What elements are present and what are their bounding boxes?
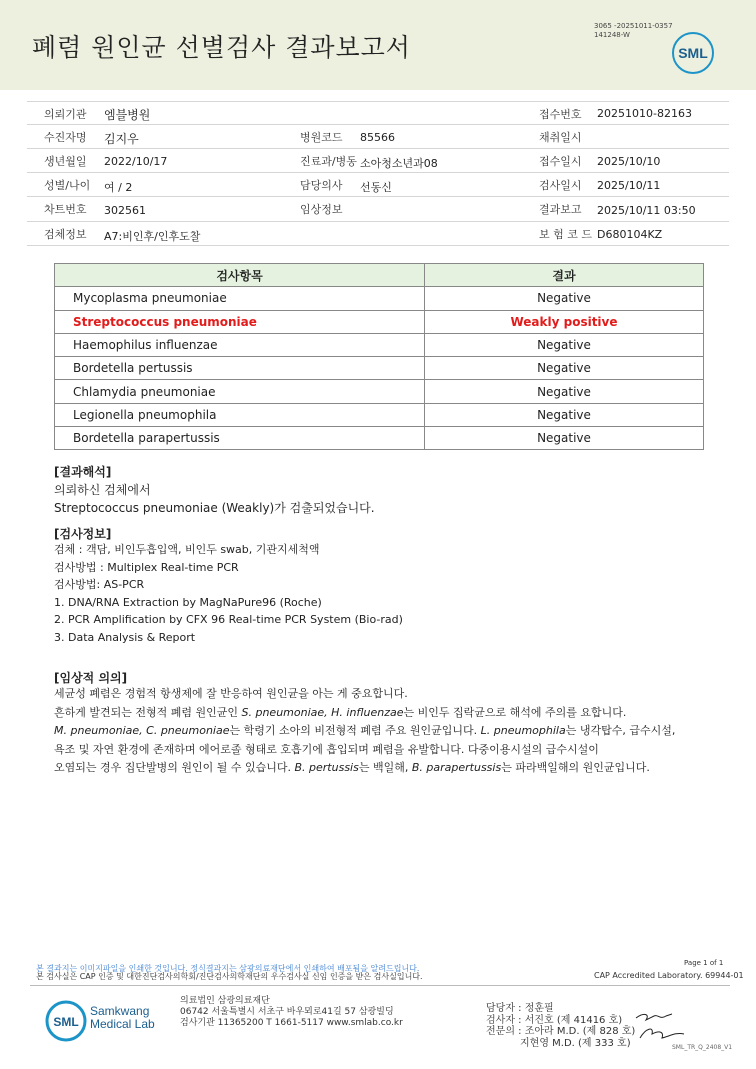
interpretation-heading: [결과해석] bbox=[54, 465, 112, 479]
test-item: Haemophilus influenzae bbox=[55, 333, 425, 356]
test-info-heading: [검사정보] bbox=[54, 527, 112, 541]
test-date-label: 검사일시 bbox=[539, 179, 582, 192]
table-row bbox=[55, 333, 704, 356]
chart-label: 차트번호 bbox=[44, 203, 87, 216]
institution-label: 의뢰기관 bbox=[44, 108, 87, 121]
accreditation-notice: 본 검사실은 CAP 인증 및 대한진단검사의학회/진단검사의학재단의 우수검사실 신임 인증을 받은 검사실입니다. bbox=[36, 972, 423, 981]
table-row bbox=[55, 403, 704, 426]
print-notice: 본 결과지는 이미지파일을 인쇄한 것입니다. 정식결과지는 삼광의료재단에서 인쇄하여 배포됨을 알려드립니다. bbox=[36, 964, 420, 973]
interpretation-text: 의뢰하신 검체에서 Streptococcus pneumoniae (Weakly)가 검출되었습니다. bbox=[54, 483, 375, 515]
organization-info: 의료법인 삼광의료재단 06742 서울특별시 서초구 바우뫼로41길 57 삼광빌딩 검사기관 11365200 T 1661-5117 www.smlab.co.kr bbox=[180, 996, 403, 1028]
test-result: Negative bbox=[425, 287, 704, 310]
dept-value: 소아청소년과08 bbox=[360, 157, 438, 170]
receipt-date-label: 접수일시 bbox=[539, 155, 582, 168]
test-result-positive: Weakly positive bbox=[425, 310, 704, 333]
specimen-label: 검체정보 bbox=[44, 228, 87, 241]
test-item: Streptococcus pneumoniae bbox=[55, 310, 425, 333]
test-result: Negative bbox=[425, 333, 704, 356]
clinical-text: 세균성 폐렴은 경험적 항생제에 잘 반응하여 원인균을 아는 게 중요합니다. 흔하게 발견되는 전형적 폐렴 원인균인 S. pneumoniae, H. influenzae는 비인두 집락균으로 해석에 주의를 요합니다. M. pneumoniae, C. pneumoniae는 학령기 소아의 비전형적 폐렴 주요 원인균입니다. L. pneumophila는 냉각탑수, 급수시설, 욕조 및 자연 환경에 존재하며 에어로졸 형태로 호흡기에 흡입되며 폐렴을 유발합니다. 다중이용시설의 급수시설이 오염되는 경우 집단발병의 원인이 될 수 있습니다. B. pertussis는 백일해, B. parapertussis는 파라백일해의 원인균입니다. bbox=[54, 687, 676, 774]
svg-text:SML: SML bbox=[53, 1015, 79, 1029]
test-item: Legionella pneumophila bbox=[55, 403, 425, 426]
column-header-item: 검사항목 bbox=[55, 264, 425, 287]
table-row bbox=[55, 427, 704, 450]
receipt-date-value: 2025/10/10 bbox=[597, 155, 661, 168]
test-result: Negative bbox=[425, 427, 704, 450]
clinical-info-label: 임상정보 bbox=[300, 203, 343, 216]
sex-age-label: 성별/나이 bbox=[44, 179, 91, 192]
clinical-heading: [임상적 의의] bbox=[54, 671, 128, 685]
test-date-value: 2025/10/11 bbox=[597, 179, 661, 192]
sml-logo-icon: SML bbox=[672, 32, 714, 74]
page-number: Page 1 of 1 bbox=[684, 959, 724, 967]
cap-accreditation: CAP Accredited Laboratory. 69944-01 bbox=[594, 971, 744, 980]
dept-label: 진료과/병동 bbox=[300, 155, 357, 168]
table-row bbox=[55, 357, 704, 380]
birth-value: 2022/10/17 bbox=[104, 155, 168, 168]
institution-value: 엠블병원 bbox=[104, 108, 151, 122]
insurance-code-label: 보 험 코 드 bbox=[539, 228, 592, 241]
test-item: Bordetella pertussis bbox=[55, 357, 425, 380]
hospital-code-label: 병원코드 bbox=[300, 131, 343, 144]
samkwang-logo-icon bbox=[44, 999, 88, 1043]
test-info-text: 검체 : 객담, 비인두흡입액, 비인두 swab, 기관지세척액 검사방법 : Multiplex Real-time PCR 검사방법: AS-PCR 1. DNA/RNA Extraction by MagNaPure96 (Roche) 2. PCR Amplification by CFX 96 Real-time PCR System (Bio-rad) 3. Data Analysis & Report bbox=[54, 543, 403, 644]
collection-date-label: 채취일시 bbox=[539, 131, 582, 144]
name-value: 김지우 bbox=[104, 132, 139, 146]
name-label: 수진자명 bbox=[44, 131, 87, 144]
table-row bbox=[55, 287, 704, 310]
form-code: SML_TR_Q_2408_V1 bbox=[672, 1044, 733, 1051]
reference-code: 3065 -20251011-0357 141248-W bbox=[594, 22, 673, 39]
chart-value: 302561 bbox=[104, 204, 146, 217]
test-result: Negative bbox=[425, 403, 704, 426]
test-item: Bordetella parapertussis bbox=[55, 427, 425, 450]
receipt-no-value: 20251010-82163 bbox=[597, 107, 692, 120]
doctor-label: 담당의사 bbox=[300, 179, 343, 192]
results-table bbox=[54, 263, 704, 450]
report-time-value: 2025/10/11 03:50 bbox=[597, 204, 696, 217]
staff-list: 담당자 : 정훈필 검사자 : 서진호 (제 41416 호) 전문의 : 조아라 M.D. (제 828 호) 지현영 M.D. (제 333 호) bbox=[486, 1003, 636, 1049]
specimen-value: A7:비인후/인후도찰 bbox=[104, 230, 201, 243]
report-time-label: 결과보고 bbox=[539, 203, 582, 216]
doctor-value: 선동신 bbox=[360, 181, 392, 194]
receipt-no-label: 접수번호 bbox=[539, 108, 582, 121]
test-result: Negative bbox=[425, 357, 704, 380]
test-item: Chlamydia pneumoniae bbox=[55, 380, 425, 403]
sex-age-value: 여 / 2 bbox=[104, 181, 133, 194]
report-title: 폐렴 원인균 선별검사 결과보고서 bbox=[32, 33, 411, 62]
table-row-positive bbox=[55, 310, 704, 333]
column-header-result: 결과 bbox=[425, 264, 704, 287]
test-result: Negative bbox=[425, 380, 704, 403]
birth-label: 생년월일 bbox=[44, 155, 87, 168]
lab-name: Samkwang Medical Lab bbox=[90, 1004, 155, 1031]
hospital-code-value: 85566 bbox=[360, 131, 395, 144]
signature-icon bbox=[632, 1008, 688, 1042]
insurance-code-value: D680104KZ bbox=[597, 228, 663, 241]
test-item: Mycoplasma pneumoniae bbox=[55, 287, 425, 310]
table-row bbox=[55, 380, 704, 403]
